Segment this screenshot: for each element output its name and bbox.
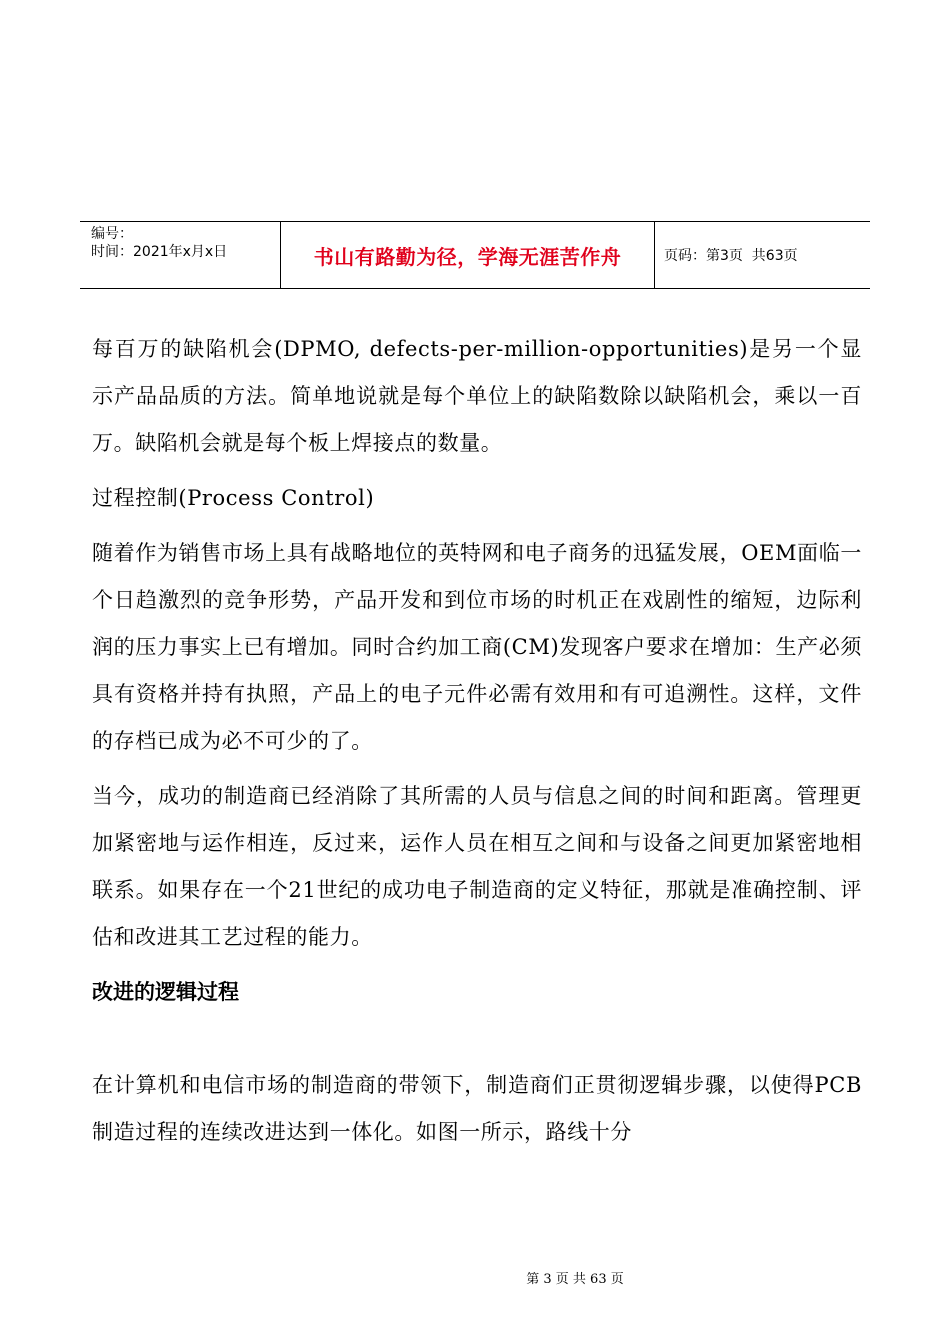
header-meta-cell xyxy=(80,222,281,288)
section-heading: 改进的逻辑过程 xyxy=(92,980,239,1004)
paragraph-logic-steps: 在计算机和电信市场的制造商的带领下，制造商们正贯彻逻辑步骤，以使得PCB制造过程的连续改进达到一体化。如图一所示，路线十分 xyxy=(92,1073,862,1144)
header-page-cell xyxy=(655,222,870,288)
paragraph-manufacturers: 当今，成功的制造商已经消除了其所需的人员与信息之间的时间和距离。管理更加紧密地与运作相连，反过来，运作人员在相互之间和与设备之间更加紧密地相联系。如果存在一个21世纪的成功电子制造商的定义特征，那就是准确控制、评估和改进其工艺过程的能力。 xyxy=(92,784,862,949)
number-label: 编号： xyxy=(91,226,133,242)
header-motto-cell xyxy=(281,222,655,288)
page-info: 页码：第3页 共63页 xyxy=(664,248,798,264)
motto-text: 书山有路勤为径，学海无涯苦作舟 xyxy=(313,244,622,269)
paragraph-process-control-title: 过程控制(Process Control) xyxy=(92,486,375,510)
page-footer: 第 3 页 共 63 页 xyxy=(526,1272,624,1287)
body-text xyxy=(92,326,862,1156)
paragraph-dpmo: 每百万的缺陷机会(DPMO, defects-per-million-opportunities)是另一个显示产品品质的方法。简单地说就是每个单位上的缺陷数除以缺陷机会，乘以一百万。缺陷机会就是每个板上焊接点的数量。 xyxy=(92,337,862,455)
header-table xyxy=(80,221,870,289)
time-label: 时间：2021年x月x日 xyxy=(91,244,228,260)
paragraph-oem: 随着作为销售市场上具有战略地位的英特网和电子商务的迅猛发展，OEM面临一个日趋激烈的竞争形势，产品开发和到位市场的时机正在戏剧性的缩短，边际利润的压力事实上已有增加。同时合约加工商(CM)发现客户要求在增加：生产必须具有资格并持有执照，产品上的电子元件必需有效用和有可追溯性。这样，文件的存档已成为必不可少的了。 xyxy=(92,541,862,753)
